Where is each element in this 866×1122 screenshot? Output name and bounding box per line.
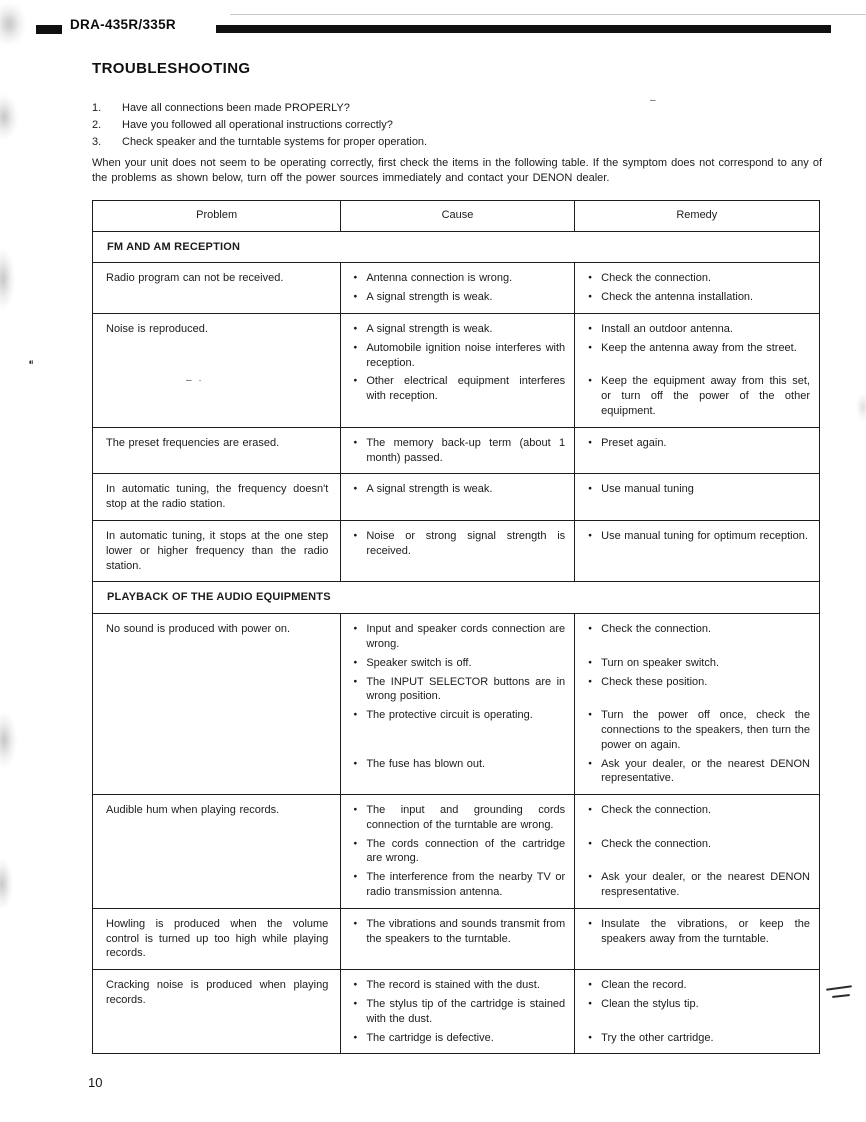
page-title: TROUBLESHOOTING (92, 60, 251, 77)
intro-paragraph: When your unit does not seem to be operating correctly, first check the items in the following table. If the symptom does not correspond to any of the problems as shown below, turn off the power sources immediately and contact your DENON dealer. (92, 157, 822, 184)
cause-item: ● The stylus tip of the cartridge is stained with the dust. (353, 997, 565, 1027)
section-title: FM AND AM RECEPTION (107, 240, 241, 253)
cause-remedy-pair (341, 1031, 819, 1046)
remedy-item: ● Check the connection. (588, 622, 810, 637)
table-row (93, 613, 819, 794)
table-row (93, 473, 819, 520)
remedy-cell (574, 374, 819, 418)
cause-item: ● The INPUT SELECTOR buttons are in wrong position. (353, 675, 565, 705)
column-header-cause: Cause (340, 201, 573, 231)
problem-cell: The preset frequencies are erased. (106, 436, 280, 449)
cause-cell (341, 271, 574, 286)
scan-artifact (856, 392, 866, 422)
cause-remedy-pair (341, 529, 819, 559)
cause-cell (341, 322, 574, 337)
remedy-item: ● Check the connection. (588, 271, 810, 286)
header-bar-left (36, 25, 62, 34)
remedy-cell (574, 341, 819, 371)
remedy-cell (574, 708, 819, 752)
troubleshooting-table (92, 200, 820, 1055)
cause-item: ● Automobile ignition noise interferes with reception. (353, 341, 565, 371)
header-bar (216, 25, 831, 33)
intro-item-number: 2. (92, 119, 102, 132)
remedy-cell (574, 1031, 819, 1046)
cause-remedy-pair (341, 997, 819, 1027)
intro-item (92, 101, 822, 116)
pen-mark-artifact (818, 984, 858, 1002)
remedy-cell (574, 997, 819, 1027)
problem-cell: Noise is reproduced. (106, 322, 208, 335)
remedy-cell (574, 482, 819, 497)
scan-artifact: – · (186, 375, 204, 386)
cause-cell (341, 803, 574, 833)
remedy-cell (574, 757, 819, 787)
cause-remedy-pairs (340, 795, 819, 908)
column-header-remedy: Remedy (574, 201, 819, 231)
remedy-item: ● Check the connection. (588, 837, 810, 852)
cause-remedy-pair (341, 708, 819, 752)
table-body (93, 231, 819, 1054)
cause-remedy-pair (341, 917, 819, 947)
table-row (93, 313, 819, 427)
table-row (93, 262, 819, 313)
cause-remedy-pairs (340, 474, 819, 520)
remedy-cell (574, 675, 819, 705)
cause-item: ● Speaker switch is off. (353, 656, 565, 671)
table-row (93, 908, 819, 969)
cause-cell (341, 708, 574, 752)
cause-remedy-pairs (340, 263, 819, 313)
intro-item (92, 135, 822, 150)
cause-item: ● The record is stained with the dust. (353, 978, 565, 993)
table-row (93, 794, 819, 908)
remedy-item: ● Check the connection. (588, 803, 810, 818)
table-row (93, 969, 819, 1053)
intro-list (92, 101, 822, 150)
remedy-cell (574, 529, 819, 559)
cause-item: ● A signal strength is weak. (353, 482, 565, 497)
cause-cell (341, 529, 574, 559)
cause-cell (341, 837, 574, 867)
scan-artifact: ⁌ (28, 356, 34, 370)
remedy-item: ● Ask your dealer, or the nearest DENON respresentative. (588, 870, 810, 900)
cause-cell (341, 870, 574, 900)
cause-remedy-pair (341, 341, 819, 371)
remedy-item: ● Ask your dealer, or the nearest DENON representative. (588, 757, 810, 787)
cause-remedy-pairs (340, 970, 819, 1053)
problem-cell: Cracking noise is produced when playing records. (106, 979, 329, 1007)
table-row (93, 520, 819, 581)
cause-item: ● Antenna connection is wrong. (353, 271, 565, 286)
remedy-item: ● Use manual tuning for optimum reception. (588, 529, 810, 544)
section-header-row (93, 231, 819, 263)
remedy-item: ● Keep the antenna away from the street. (588, 341, 810, 356)
problem-cell: No sound is produced with power on. (106, 623, 290, 636)
cause-item: ● The fuse has blown out. (353, 757, 565, 772)
cause-remedy-pair (341, 656, 819, 671)
cause-remedy-pair (341, 436, 819, 466)
problem-cell: Howling is produced when the volume control is turned up too high while playing records. (106, 917, 329, 960)
scan-artifact (0, 858, 13, 910)
cause-remedy-pair (341, 374, 819, 418)
cause-remedy-pairs (340, 314, 819, 427)
cause-remedy-pair (341, 837, 819, 867)
page-header (0, 18, 866, 38)
cause-item: ● Other electrical equipment interferes with reception. (353, 374, 565, 404)
cause-remedy-pair (341, 870, 819, 900)
remedy-cell (574, 837, 819, 867)
cause-remedy-pair (341, 675, 819, 705)
cause-item: ● The protective circuit is operating. (353, 708, 565, 723)
cause-cell (341, 290, 574, 305)
cause-remedy-pair (341, 482, 819, 497)
cause-cell (341, 1031, 574, 1046)
cause-cell (341, 436, 574, 466)
remedy-cell (574, 290, 819, 305)
intro-item-number: 1. (92, 101, 102, 114)
cause-item: ● The input and grounding cords connection of the turntable are wrong. (353, 803, 565, 833)
remedy-item: ● Use manual tuning (588, 482, 810, 497)
remedy-item: ● Preset again. (588, 436, 810, 451)
problem-cell: In automatic tuning, it stops at the one step lower or higher frequency than the radio station. (106, 529, 329, 572)
cause-remedy-pairs (340, 909, 819, 969)
table-row (93, 427, 819, 474)
section-header-row (93, 581, 819, 613)
cause-remedy-pair (341, 757, 819, 787)
remedy-item: ● Clean the stylus tip. (588, 997, 810, 1012)
cause-item: ● The cords connection of the cartridge are wrong. (353, 837, 565, 867)
remedy-cell (574, 622, 819, 652)
section-title: PLAYBACK OF THE AUDIO EQUIPMENTS (107, 591, 331, 604)
table-header-row (93, 201, 819, 231)
cause-cell (341, 757, 574, 787)
remedy-cell (574, 870, 819, 900)
cause-cell (341, 675, 574, 705)
problem-cell: Radio program can not be received. (106, 272, 284, 285)
intro-item (92, 118, 822, 133)
intro-item-text: Check speaker and the turntable systems for proper operation. (122, 136, 428, 149)
cause-cell (341, 622, 574, 652)
remedy-item: ● Check these position. (588, 675, 810, 690)
cause-item: ● The vibrations and sounds transmit from the speakers to the turntable. (353, 917, 565, 947)
cause-item: ● A signal strength is weak. (353, 322, 565, 337)
scan-edge-line (230, 14, 866, 15)
cause-remedy-pair (341, 290, 819, 305)
cause-remedy-pair (341, 622, 819, 652)
cause-cell (341, 482, 574, 497)
cause-cell (341, 656, 574, 671)
cause-cell (341, 978, 574, 993)
cause-item: ● The interference from the nearby TV or radio transmission antenna. (353, 870, 565, 900)
remedy-item: ● Keep the equipment away from this set, or turn off the power of the other equipment. (588, 374, 810, 418)
cause-item: ● The memory back-up term (about 1 month) passed. (353, 436, 565, 466)
cause-cell (341, 341, 574, 371)
remedy-item: ● Insulate the vibrations, or keep the speakers away from the turntable. (588, 917, 810, 947)
cause-item: ● A signal strength is weak. (353, 290, 565, 305)
intro-item-text: Have all connections been made PROPERLY? (122, 101, 350, 114)
remedy-cell (574, 803, 819, 833)
cause-remedy-pairs (340, 614, 819, 794)
remedy-item: ● Try the other cartridge. (588, 1031, 810, 1046)
cause-remedy-pair (341, 322, 819, 337)
cause-remedy-pairs (340, 428, 819, 474)
remedy-cell (574, 436, 819, 466)
column-header-problem: Problem (196, 208, 238, 221)
remedy-item: ● Check the antenna installation. (588, 290, 810, 305)
remedy-cell (574, 978, 819, 993)
remedy-cell (574, 917, 819, 947)
problem-cell: In automatic tuning, the frequency doesn't stop at the radio station. (106, 483, 329, 511)
cause-remedy-pair (341, 803, 819, 833)
scan-artifact: – (650, 95, 656, 106)
remedy-cell (574, 656, 819, 671)
cause-remedy-pair (341, 978, 819, 993)
page-number: 10 (88, 1075, 103, 1090)
intro-item-number: 3. (92, 136, 102, 149)
cause-item: ● Input and speaker cords connection are wrong. (353, 622, 565, 652)
scan-artifact (0, 94, 18, 140)
scan-artifact (0, 248, 15, 310)
remedy-item: ● Install an outdoor antenna. (588, 322, 810, 337)
scan-artifact (0, 712, 17, 768)
remedy-cell (574, 271, 819, 286)
problem-cell: Audible hum when playing records. (106, 804, 280, 817)
cause-item: ● The cartridge is defective. (353, 1031, 565, 1046)
remedy-item: ● Clean the record. (588, 978, 810, 993)
cause-remedy-pairs (340, 521, 819, 581)
remedy-item: ● Turn on speaker switch. (588, 656, 810, 671)
cause-cell (341, 997, 574, 1027)
remedy-cell (574, 322, 819, 337)
page-content (92, 62, 822, 1054)
cause-item: ● Noise or strong signal strength is received. (353, 529, 565, 559)
model-name: DRA-435R/335R (70, 17, 176, 32)
cause-cell (341, 374, 574, 418)
intro-item-text: Have you followed all operational instructions correctly? (122, 119, 393, 132)
cause-remedy-pair (341, 271, 819, 286)
remedy-item: ● Turn the power off once, check the connections to the speakers, then turn the power on again. (588, 708, 810, 752)
cause-cell (341, 917, 574, 947)
